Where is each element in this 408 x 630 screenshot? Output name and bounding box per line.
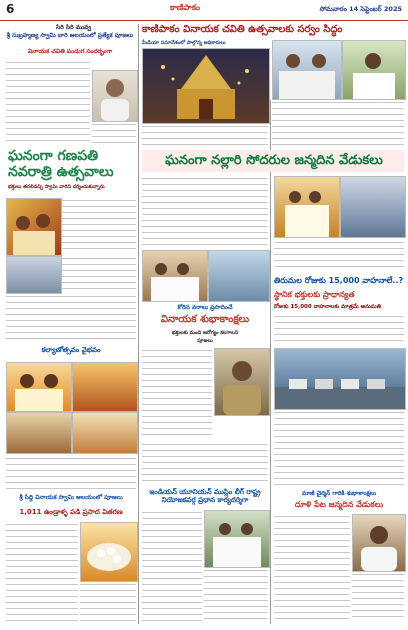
headline-large: ఘనంగా గణపతి నవరాత్రి ఉత్సవాలు bbox=[8, 148, 114, 180]
column-divider bbox=[270, 100, 271, 624]
headline: మాజీ చైర్మన్ గారికి శుభాకాంక్షలు bbox=[301, 490, 377, 497]
article-text bbox=[274, 314, 404, 346]
headline: శ్రీ సిద్ది వినాయక స్వామి ఆలయంలో పూజలు bbox=[19, 494, 123, 501]
lead-headline: కాణిపాకం వినాయక చవితి ఉత్సవాలకు సర్వం సిద్ధం bbox=[142, 24, 343, 35]
banner-headline: ఘనంగా నల్లారి సోదరుల జన్మదిన వేడుకలు bbox=[165, 153, 383, 168]
page-header bbox=[0, 0, 408, 21]
article-text bbox=[274, 514, 350, 622]
event-photo bbox=[6, 256, 62, 294]
press-meet-photo bbox=[272, 40, 342, 100]
article-text bbox=[80, 582, 136, 622]
headline: శ్రీ సుబ్రహ్మణ్య స్వామి వారి ఆలయంలో ప్రత్యేక పూజలు bbox=[6, 32, 134, 39]
subheadline: కోరిన వరాలు ప్రసాదించే bbox=[177, 304, 233, 311]
birthday-photo bbox=[142, 250, 208, 302]
event-photo bbox=[6, 412, 72, 454]
headline: కల్యాణోత్సవం వైభవం bbox=[41, 346, 101, 354]
article-text bbox=[204, 568, 268, 622]
prasadam-photo bbox=[80, 522, 138, 582]
article-text bbox=[62, 198, 136, 254]
article-text bbox=[142, 176, 268, 246]
subheadline: భక్తులు తరలివచ్చి స్వామి వారిని దర్శించుకున్నారు bbox=[8, 184, 105, 190]
article-text bbox=[274, 240, 404, 272]
lead-photo-caption: మీడియా సమావేశంలో పాల్గొన్న అధికారులు bbox=[142, 40, 226, 46]
article-text bbox=[6, 456, 136, 490]
event-photo bbox=[6, 362, 72, 412]
publication-name: కాణిపాకం bbox=[170, 3, 201, 12]
headline: ఇండియన్ యూనియన్ ముస్లిం లీగ్ రాష్ట్ర నియోజకవర్గ ప్రధాన కార్యదర్శిగా bbox=[149, 488, 261, 504]
subheadline: వినాయక చవితి పండుగ సందర్భంగా bbox=[27, 48, 113, 55]
column-divider bbox=[138, 24, 139, 624]
tirumala-photo bbox=[274, 348, 406, 410]
portrait-photo bbox=[352, 514, 406, 572]
article-text bbox=[142, 442, 268, 486]
issue-date: సోమవారం 14 సెప్టెంబర్ 2025 bbox=[319, 5, 402, 13]
article-text bbox=[92, 122, 136, 146]
column-kicker: సిరి సిరి మువ్వ bbox=[56, 24, 92, 31]
temple-photo bbox=[142, 48, 270, 124]
article-text bbox=[6, 522, 78, 622]
article-text bbox=[142, 510, 202, 622]
headline: 1,011 ఉండ్రాళ్ళ పడి ప్రసాద వితరణ bbox=[19, 508, 123, 516]
article-text bbox=[272, 100, 404, 146]
article-text bbox=[352, 572, 404, 622]
headline: స్థానిక భక్తులకు ప్రాధాన్యత bbox=[274, 290, 355, 299]
article-text bbox=[142, 124, 268, 148]
article-text bbox=[6, 294, 136, 344]
press-meet-photo bbox=[342, 40, 406, 100]
portrait-photo bbox=[92, 70, 138, 122]
event-photo bbox=[72, 362, 138, 412]
birthday-photo bbox=[208, 250, 270, 302]
subheadline: రోజుకు 15,000 వాహనాలకు మాత్రమే అనుమతి bbox=[274, 304, 381, 310]
official-portrait-photo bbox=[214, 348, 270, 416]
subheadline: భక్తులకు మంచి ఆరోగ్యం కలగాలని bbox=[171, 330, 239, 336]
headline: దూళి పేట జన్మదిన వేడుకలు bbox=[294, 500, 384, 509]
headline: వినాయక శుభాకాంక్షలు bbox=[160, 314, 250, 325]
appointment-photo bbox=[204, 510, 270, 568]
article-text bbox=[62, 256, 136, 292]
subheadline: పూజలు bbox=[197, 338, 213, 344]
page-number: 6 bbox=[6, 2, 15, 16]
article-text bbox=[142, 348, 212, 440]
article-text bbox=[6, 60, 90, 146]
article-text bbox=[274, 410, 404, 486]
headline: తిరుమల రోజుకు 15,000 వాహనాలే..? bbox=[274, 276, 404, 285]
celebration-photo bbox=[274, 176, 340, 238]
event-photo bbox=[6, 198, 62, 256]
event-photo bbox=[72, 412, 138, 454]
celebration-photo bbox=[340, 176, 406, 238]
